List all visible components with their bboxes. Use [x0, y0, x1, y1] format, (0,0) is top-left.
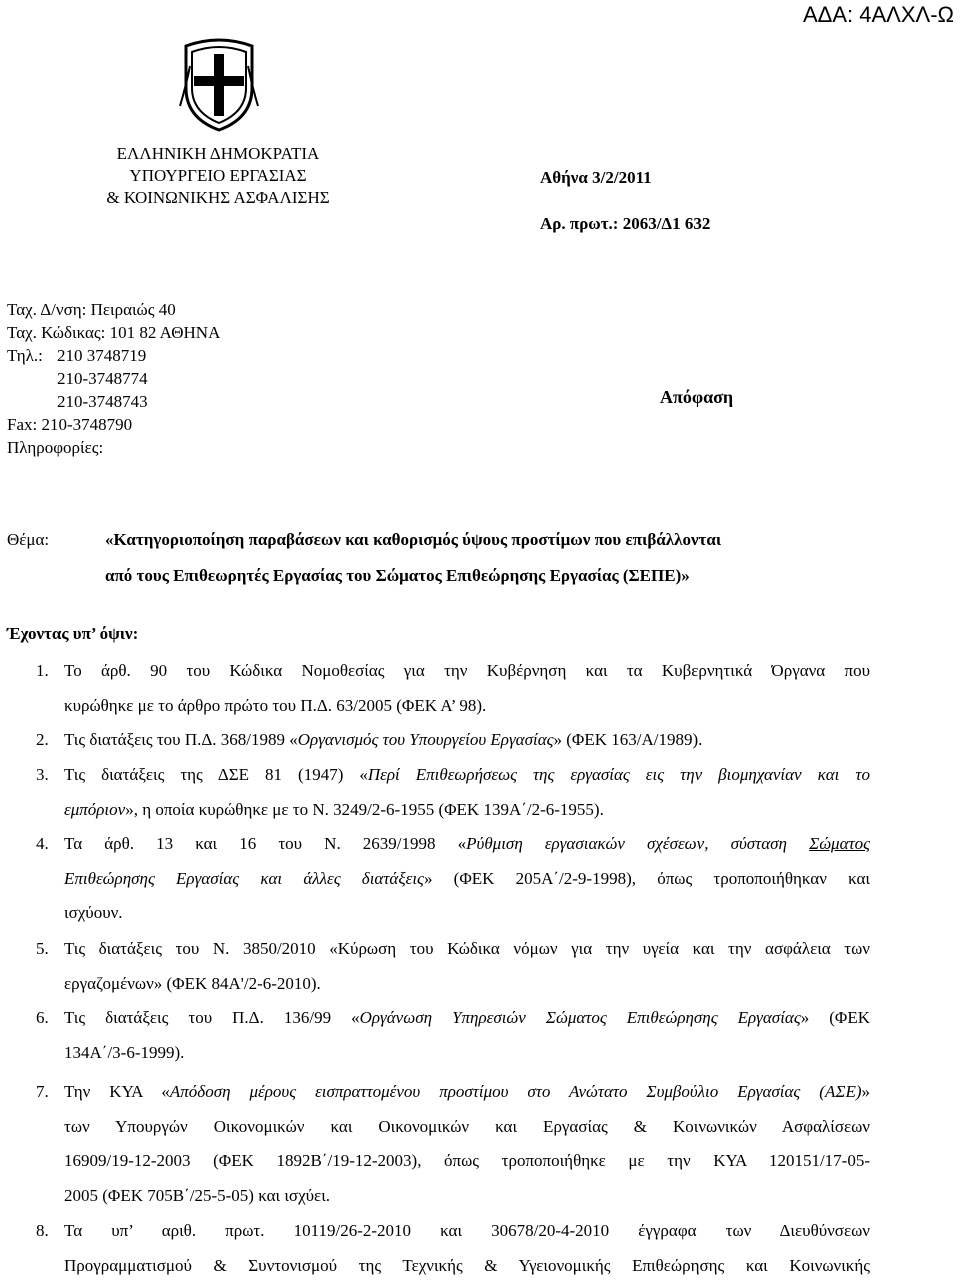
subject-label: Θέμα: [7, 530, 49, 550]
item-italic-title: Οργανισμός του Υπουργείου Εργασίας [298, 730, 554, 749]
contact-fax: Fax: 210-3748790 [7, 415, 132, 435]
item-line: Τις διατάξεις του Ν. 3850/2010 «Κύρωση του Κώδικα νόμων για την υγεία και την ασφάλεια των [64, 932, 870, 967]
item-number: 3. [36, 758, 49, 793]
item-underlined: Σώματος [809, 834, 870, 853]
item-number: 1. [36, 654, 49, 689]
list-item [36, 827, 870, 931]
list-item [36, 1001, 870, 1070]
contact-phone-1: 210 3748719 [57, 346, 146, 366]
item-text: », η οποία κυρώθηκε με το Ν. 3249/2-6-1955 (ΦΕΚ 139Α΄/2-6-1955). [125, 800, 604, 819]
list-item [36, 1075, 870, 1213]
place-date: Αθήνα 3/2/2011 [540, 168, 652, 188]
list-item [36, 932, 870, 1001]
list-item [36, 723, 870, 758]
subject-line-2: από τους Επιθεωρητές Εργασίας του Σώματος Επιθεώρησης Εργασίας (ΣΕΠΕ)» [105, 566, 690, 586]
item-number: 2. [36, 723, 49, 758]
decision-title: Απόφαση [660, 387, 733, 408]
item-number: 4. [36, 827, 49, 862]
item-line: ισχύουν. [64, 896, 870, 931]
item-line: 134Α΄/3-6-1999). [64, 1036, 870, 1071]
item-text: Τις διατάξεις του Π.Δ. 136/99 « [64, 1008, 360, 1027]
list-item [36, 654, 870, 723]
contact-phone-2: 210-3748774 [57, 369, 148, 389]
contact-info: Πληροφορίες: [7, 438, 103, 458]
header-country: ΕΛΛΗΝΙΚΗ ΔΗΜΟΚΡΑΤΙΑ [68, 144, 368, 164]
item-italic-title: Ρύθμιση εργασιακών σχέσεων, σύσταση [466, 834, 809, 853]
considering-heading: Έχοντας υπ’ όψιν: [7, 624, 138, 644]
greek-coat-of-arms-icon [178, 36, 260, 132]
item-line: κυρώθηκε με το άρθρο πρώτο του Π.Δ. 63/2005 (ΦΕΚ Α’ 98). [64, 689, 870, 724]
item-italic-title: Απόδοση μέρους εισπραττομένου προστίμου στο Ανώτατο Συμβούλιο Εργασίας (ΑΣΕ) [170, 1082, 862, 1101]
contact-phone-label: Τηλ.: [7, 346, 43, 366]
item-text: Τις διατάξεις της ΔΣΕ 81 (1947) « [64, 765, 368, 784]
ada-code: ΑΔΑ: 4ΑΛΧΛ-Ω [803, 2, 954, 28]
item-line: Το άρθ. 90 του Κώδικα Νομοθεσίας για την Κυβέρνηση και τα Κυβερνητικά Όργανα που [64, 654, 870, 689]
item-line: εργαζομένων» (ΦΕΚ 84Α'/2-6-2010). [64, 967, 870, 1002]
item-text: Την ΚΥΑ « [64, 1082, 170, 1101]
header-ministry-cont: & ΚΟΙΝΩΝΙΚΗΣ ΑΣΦΑΛΙΣΗΣ [68, 188, 368, 208]
item-text: » (ΦΕΚ 163/Α/1989). [554, 730, 703, 749]
header-ministry: ΥΠΟΥΡΓΕΙΟ ΕΡΓΑΣΙΑΣ [68, 166, 368, 186]
item-line: των Υπουργών Οικονομικών και Οικονομικών και Εργασίας & Κοινωνικών Ασφαλίσεων [64, 1110, 870, 1145]
list-item [36, 758, 870, 827]
item-text: » [862, 1082, 871, 1101]
item-italic-title: Επιθεώρησης Εργασίας και άλλες διατάξεις [64, 869, 424, 888]
contact-address: Ταχ. Δ/νση: Πειραιώς 40 [7, 300, 176, 320]
item-text: » (ΦΕΚ 205Α΄/2-9-1998), όπως τροποποιήθηκαν και [424, 869, 870, 888]
item-number: 5. [36, 932, 49, 967]
item-italic-title: Οργάνωση Υπηρεσιών Σώματος Επιθεώρησης Εργασίας [360, 1008, 801, 1027]
item-italic-title: Περί Επιθεωρήσεως της εργασίας εις την βιομηχανίαν και το [368, 765, 870, 784]
item-number: 6. [36, 1001, 49, 1036]
contact-phone-3: 210-3748743 [57, 392, 148, 412]
item-number: 8. [36, 1214, 49, 1249]
item-text: Τα άρθ. 13 και 16 του Ν. 2639/1998 « [64, 834, 466, 853]
item-line: 2005 (ΦΕΚ 705Β΄/25-5-05) και ισχύει. [64, 1179, 870, 1214]
subject-line-1: «Κατηγοριοποίηση παραβάσεων και καθορισμός ύψους προστίμων που επιβάλλονται [105, 530, 721, 550]
item-number: 7. [36, 1075, 49, 1110]
item-text: » (ΦΕΚ [801, 1008, 870, 1027]
list-item [36, 1214, 870, 1283]
protocol-number: Αρ. πρωτ.: 2063/Δ1 632 [540, 214, 710, 234]
item-line: Τα υπ’ αριθ. πρωτ. 10119/26-2-2010 και 30678/20-4-2010 έγγραφα των Διευθύνσεων [64, 1214, 870, 1249]
item-text: Τις διατάξεις του Π.Δ. 368/1989 « [64, 730, 298, 749]
item-line: Προγραμματισμού & Συντονισμού της Τεχνικής & Υγειονομικής Επιθεώρησης και Κοινωνικής [64, 1249, 870, 1283]
item-line: 16909/19-12-2003 (ΦΕΚ 1892Β΄/19-12-2003), όπως τροποποιήθηκε με την ΚΥΑ 120151/17-05- [64, 1144, 870, 1179]
contact-postcode: Ταχ. Κώδικας: 101 82 ΑΘΗΝΑ [7, 323, 220, 343]
item-italic-title: εμπόριον [64, 800, 125, 819]
